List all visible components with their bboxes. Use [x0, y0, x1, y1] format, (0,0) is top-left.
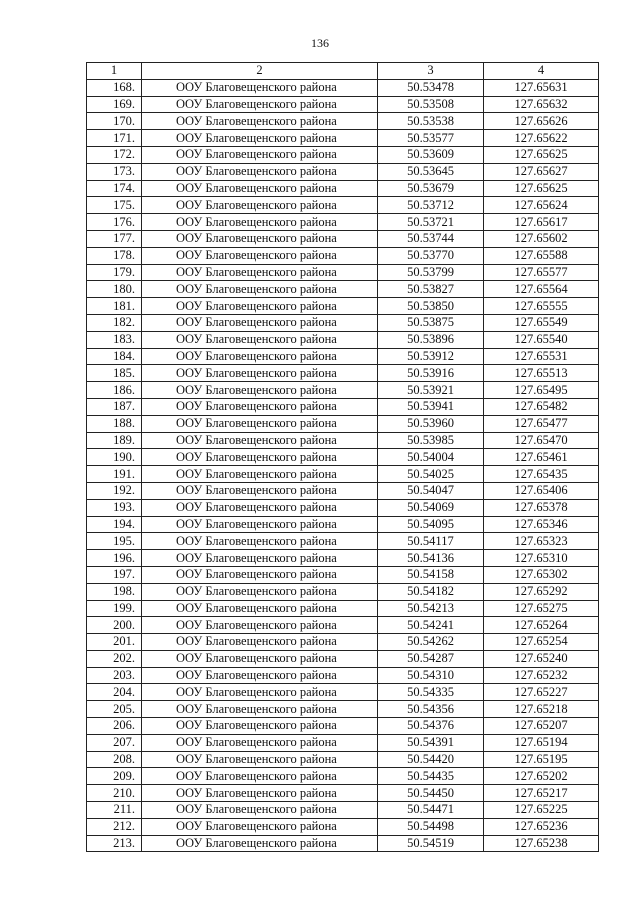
row-longitude: 127.65626	[484, 113, 599, 130]
row-longitude: 127.65275	[484, 600, 599, 617]
header-col-2: 2	[142, 63, 378, 80]
row-number: 181.	[87, 298, 142, 315]
row-owner: ООУ Благовещенского района	[142, 516, 378, 533]
row-owner: ООУ Благовещенского района	[142, 533, 378, 550]
table-row	[87, 382, 599, 399]
row-number: 209.	[87, 768, 142, 785]
row-number: 177.	[87, 230, 142, 247]
row-number: 183.	[87, 331, 142, 348]
row-latitude: 50.54420	[378, 751, 484, 768]
row-number: 184.	[87, 348, 142, 365]
row-owner: ООУ Благовещенского района	[142, 348, 378, 365]
row-latitude: 50.54310	[378, 667, 484, 684]
row-owner: ООУ Благовещенского района	[142, 130, 378, 147]
table-row	[87, 482, 599, 499]
row-longitude: 127.65302	[484, 566, 599, 583]
row-longitude: 127.65194	[484, 734, 599, 751]
row-number: 176.	[87, 214, 142, 231]
row-number: 208.	[87, 751, 142, 768]
row-latitude: 50.53577	[378, 130, 484, 147]
row-longitude: 127.65588	[484, 247, 599, 264]
row-latitude: 50.54158	[378, 566, 484, 583]
row-owner: ООУ Благовещенского района	[142, 684, 378, 701]
row-owner: ООУ Благовещенского района	[142, 398, 378, 415]
page-number: 136	[311, 36, 329, 50]
row-longitude: 127.65513	[484, 365, 599, 382]
row-number: 197.	[87, 566, 142, 583]
table-row	[87, 499, 599, 516]
row-longitude: 127.65310	[484, 550, 599, 567]
header-row	[87, 63, 599, 80]
row-latitude: 50.54376	[378, 718, 484, 735]
row-owner: ООУ Благовещенского района	[142, 550, 378, 567]
row-owner: ООУ Благовещенского района	[142, 701, 378, 718]
row-longitude: 127.65625	[484, 180, 599, 197]
row-latitude: 50.53985	[378, 432, 484, 449]
row-latitude: 50.53744	[378, 230, 484, 247]
row-longitude: 127.65477	[484, 415, 599, 432]
row-longitude: 127.65470	[484, 432, 599, 449]
row-latitude: 50.53916	[378, 365, 484, 382]
row-latitude: 50.54450	[378, 785, 484, 802]
row-latitude: 50.53508	[378, 96, 484, 113]
row-owner: ООУ Благовещенского района	[142, 751, 378, 768]
table-row	[87, 331, 599, 348]
row-number: 206.	[87, 718, 142, 735]
row-longitude: 127.65202	[484, 768, 599, 785]
row-owner: ООУ Благовещенского района	[142, 466, 378, 483]
table-row	[87, 197, 599, 214]
row-owner: ООУ Благовещенского района	[142, 835, 378, 852]
row-owner: ООУ Благовещенского района	[142, 566, 378, 583]
row-owner: ООУ Благовещенского района	[142, 247, 378, 264]
row-number: 196.	[87, 550, 142, 567]
table-row	[87, 751, 599, 768]
table-row	[87, 600, 599, 617]
table-row	[87, 432, 599, 449]
row-longitude: 127.65622	[484, 130, 599, 147]
row-latitude: 50.54262	[378, 634, 484, 651]
table-row	[87, 583, 599, 600]
row-owner: ООУ Благовещенского района	[142, 768, 378, 785]
row-longitude: 127.65227	[484, 684, 599, 701]
row-owner: ООУ Благовещенского района	[142, 163, 378, 180]
row-owner: ООУ Благовещенского района	[142, 146, 378, 163]
table-row	[87, 835, 599, 852]
table-row	[87, 230, 599, 247]
row-longitude: 127.65531	[484, 348, 599, 365]
row-owner: ООУ Благовещенского района	[142, 382, 378, 399]
row-latitude: 50.53875	[378, 314, 484, 331]
row-longitude: 127.65564	[484, 281, 599, 298]
row-longitude: 127.65631	[484, 79, 599, 96]
table-row	[87, 701, 599, 718]
row-latitude: 50.53941	[378, 398, 484, 415]
row-number: 204.	[87, 684, 142, 701]
row-number: 172.	[87, 146, 142, 163]
row-number: 195.	[87, 533, 142, 550]
row-owner: ООУ Благовещенского района	[142, 79, 378, 96]
row-longitude: 127.65435	[484, 466, 599, 483]
table-row	[87, 298, 599, 315]
row-latitude: 50.54356	[378, 701, 484, 718]
row-longitude: 127.65225	[484, 802, 599, 819]
row-longitude: 127.65323	[484, 533, 599, 550]
row-latitude: 50.53770	[378, 247, 484, 264]
row-latitude: 50.53799	[378, 264, 484, 281]
row-number: 188.	[87, 415, 142, 432]
row-number: 190.	[87, 449, 142, 466]
table-row	[87, 163, 599, 180]
row-latitude: 50.54095	[378, 516, 484, 533]
table-row	[87, 214, 599, 231]
row-latitude: 50.54182	[378, 583, 484, 600]
row-longitude: 127.65238	[484, 835, 599, 852]
row-longitude: 127.65264	[484, 617, 599, 634]
row-number: 182.	[87, 314, 142, 331]
row-owner: ООУ Благовещенского района	[142, 365, 378, 382]
row-latitude: 50.53538	[378, 113, 484, 130]
row-longitude: 127.65482	[484, 398, 599, 415]
row-longitude: 127.65406	[484, 482, 599, 499]
row-number: 189.	[87, 432, 142, 449]
row-latitude: 50.54047	[378, 482, 484, 499]
row-owner: ООУ Благовещенского района	[142, 785, 378, 802]
table-row	[87, 264, 599, 281]
row-owner: ООУ Благовещенского района	[142, 214, 378, 231]
row-longitude: 127.65461	[484, 449, 599, 466]
row-number: 174.	[87, 180, 142, 197]
header-col-3: 3	[378, 63, 484, 80]
row-latitude: 50.54069	[378, 499, 484, 516]
row-owner: ООУ Благовещенского района	[142, 180, 378, 197]
row-owner: ООУ Благовещенского района	[142, 331, 378, 348]
row-latitude: 50.54471	[378, 802, 484, 819]
row-number: 173.	[87, 163, 142, 180]
row-number: 187.	[87, 398, 142, 415]
row-owner: ООУ Благовещенского района	[142, 583, 378, 600]
table-row	[87, 130, 599, 147]
row-owner: ООУ Благовещенского района	[142, 449, 378, 466]
row-longitude: 127.65232	[484, 667, 599, 684]
row-number: 203.	[87, 667, 142, 684]
row-owner: ООУ Благовещенского района	[142, 197, 378, 214]
table-row	[87, 96, 599, 113]
row-longitude: 127.65217	[484, 785, 599, 802]
row-owner: ООУ Благовещенского района	[142, 432, 378, 449]
row-number: 186.	[87, 382, 142, 399]
row-latitude: 50.53912	[378, 348, 484, 365]
row-longitude: 127.65207	[484, 718, 599, 735]
row-number: 194.	[87, 516, 142, 533]
row-longitude: 127.65254	[484, 634, 599, 651]
row-longitude: 127.65632	[484, 96, 599, 113]
row-latitude: 50.53645	[378, 163, 484, 180]
row-latitude: 50.53679	[378, 180, 484, 197]
row-number: 169.	[87, 96, 142, 113]
table-row	[87, 768, 599, 785]
row-latitude: 50.54498	[378, 818, 484, 835]
row-number: 185.	[87, 365, 142, 382]
header-col-1: 1	[87, 63, 142, 80]
table-body	[87, 79, 599, 852]
table-row	[87, 113, 599, 130]
row-owner: ООУ Благовещенского района	[142, 314, 378, 331]
table-row	[87, 818, 599, 835]
row-longitude: 127.65292	[484, 583, 599, 600]
row-number: 193.	[87, 499, 142, 516]
row-latitude: 50.53896	[378, 331, 484, 348]
row-owner: ООУ Благовещенского района	[142, 634, 378, 651]
row-owner: ООУ Благовещенского района	[142, 818, 378, 835]
table-row	[87, 281, 599, 298]
row-number: 201.	[87, 634, 142, 651]
row-owner: ООУ Благовещенского района	[142, 281, 378, 298]
table-row	[87, 516, 599, 533]
row-owner: ООУ Благовещенского района	[142, 734, 378, 751]
row-longitude: 127.65555	[484, 298, 599, 315]
row-latitude: 50.54391	[378, 734, 484, 751]
row-number: 202.	[87, 650, 142, 667]
row-latitude: 50.54136	[378, 550, 484, 567]
table-row	[87, 398, 599, 415]
table-row	[87, 348, 599, 365]
table-row	[87, 79, 599, 96]
row-latitude: 50.54004	[378, 449, 484, 466]
row-latitude: 50.53827	[378, 281, 484, 298]
row-longitude: 127.65495	[484, 382, 599, 399]
row-owner: ООУ Благовещенского района	[142, 718, 378, 735]
row-longitude: 127.65346	[484, 516, 599, 533]
row-longitude: 127.65617	[484, 214, 599, 231]
row-latitude: 50.53960	[378, 415, 484, 432]
table-row	[87, 180, 599, 197]
row-owner: ООУ Благовещенского района	[142, 415, 378, 432]
row-latitude: 50.54241	[378, 617, 484, 634]
row-longitude: 127.65602	[484, 230, 599, 247]
table-row	[87, 634, 599, 651]
table-row	[87, 314, 599, 331]
row-longitude: 127.65540	[484, 331, 599, 348]
row-owner: ООУ Благовещенского района	[142, 230, 378, 247]
row-number: 170.	[87, 113, 142, 130]
row-owner: ООУ Благовещенского района	[142, 482, 378, 499]
row-number: 200.	[87, 617, 142, 634]
table-row	[87, 650, 599, 667]
row-owner: ООУ Благовещенского района	[142, 113, 378, 130]
row-latitude: 50.54287	[378, 650, 484, 667]
coordinates-table	[86, 62, 599, 852]
row-latitude: 50.53850	[378, 298, 484, 315]
row-number: 213.	[87, 835, 142, 852]
row-number: 191.	[87, 466, 142, 483]
row-longitude: 127.65624	[484, 197, 599, 214]
row-owner: ООУ Благовещенского района	[142, 298, 378, 315]
row-owner: ООУ Благовещенского района	[142, 600, 378, 617]
row-longitude: 127.65625	[484, 146, 599, 163]
row-number: 192.	[87, 482, 142, 499]
row-longitude: 127.65240	[484, 650, 599, 667]
table-row	[87, 718, 599, 735]
row-number: 207.	[87, 734, 142, 751]
row-number: 210.	[87, 785, 142, 802]
row-latitude: 50.54025	[378, 466, 484, 483]
table-row	[87, 667, 599, 684]
table-row	[87, 684, 599, 701]
row-number: 178.	[87, 247, 142, 264]
row-longitude: 127.65218	[484, 701, 599, 718]
table-row	[87, 415, 599, 432]
header-col-4: 4	[484, 63, 599, 80]
row-longitude: 127.65195	[484, 751, 599, 768]
row-latitude: 50.54335	[378, 684, 484, 701]
row-latitude: 50.54213	[378, 600, 484, 617]
row-owner: ООУ Благовещенского района	[142, 617, 378, 634]
table-row	[87, 466, 599, 483]
row-number: 212.	[87, 818, 142, 835]
row-number: 198.	[87, 583, 142, 600]
row-number: 179.	[87, 264, 142, 281]
row-number: 171.	[87, 130, 142, 147]
row-owner: ООУ Благовещенского района	[142, 96, 378, 113]
row-number: 175.	[87, 197, 142, 214]
row-owner: ООУ Благовещенского района	[142, 650, 378, 667]
table-row	[87, 785, 599, 802]
row-owner: ООУ Благовещенского района	[142, 802, 378, 819]
table-row	[87, 146, 599, 163]
row-number: 199.	[87, 600, 142, 617]
row-owner: ООУ Благовещенского района	[142, 264, 378, 281]
row-longitude: 127.65549	[484, 314, 599, 331]
table-row	[87, 566, 599, 583]
row-latitude: 50.53478	[378, 79, 484, 96]
row-latitude: 50.53609	[378, 146, 484, 163]
row-latitude: 50.53921	[378, 382, 484, 399]
row-latitude: 50.54519	[378, 835, 484, 852]
table-row	[87, 365, 599, 382]
table-row	[87, 533, 599, 550]
table-row	[87, 617, 599, 634]
row-longitude: 127.65378	[484, 499, 599, 516]
row-longitude: 127.65627	[484, 163, 599, 180]
row-number: 180.	[87, 281, 142, 298]
row-latitude: 50.53712	[378, 197, 484, 214]
row-owner: ООУ Благовещенского района	[142, 499, 378, 516]
row-latitude: 50.54117	[378, 533, 484, 550]
row-owner: ООУ Благовещенского района	[142, 667, 378, 684]
row-number: 211.	[87, 802, 142, 819]
row-number: 168.	[87, 79, 142, 96]
row-latitude: 50.53721	[378, 214, 484, 231]
row-longitude: 127.65577	[484, 264, 599, 281]
table-row	[87, 802, 599, 819]
table-row	[87, 734, 599, 751]
table-row	[87, 247, 599, 264]
row-number: 205.	[87, 701, 142, 718]
row-latitude: 50.54435	[378, 768, 484, 785]
table-row	[87, 449, 599, 466]
table-row	[87, 550, 599, 567]
row-longitude: 127.65236	[484, 818, 599, 835]
